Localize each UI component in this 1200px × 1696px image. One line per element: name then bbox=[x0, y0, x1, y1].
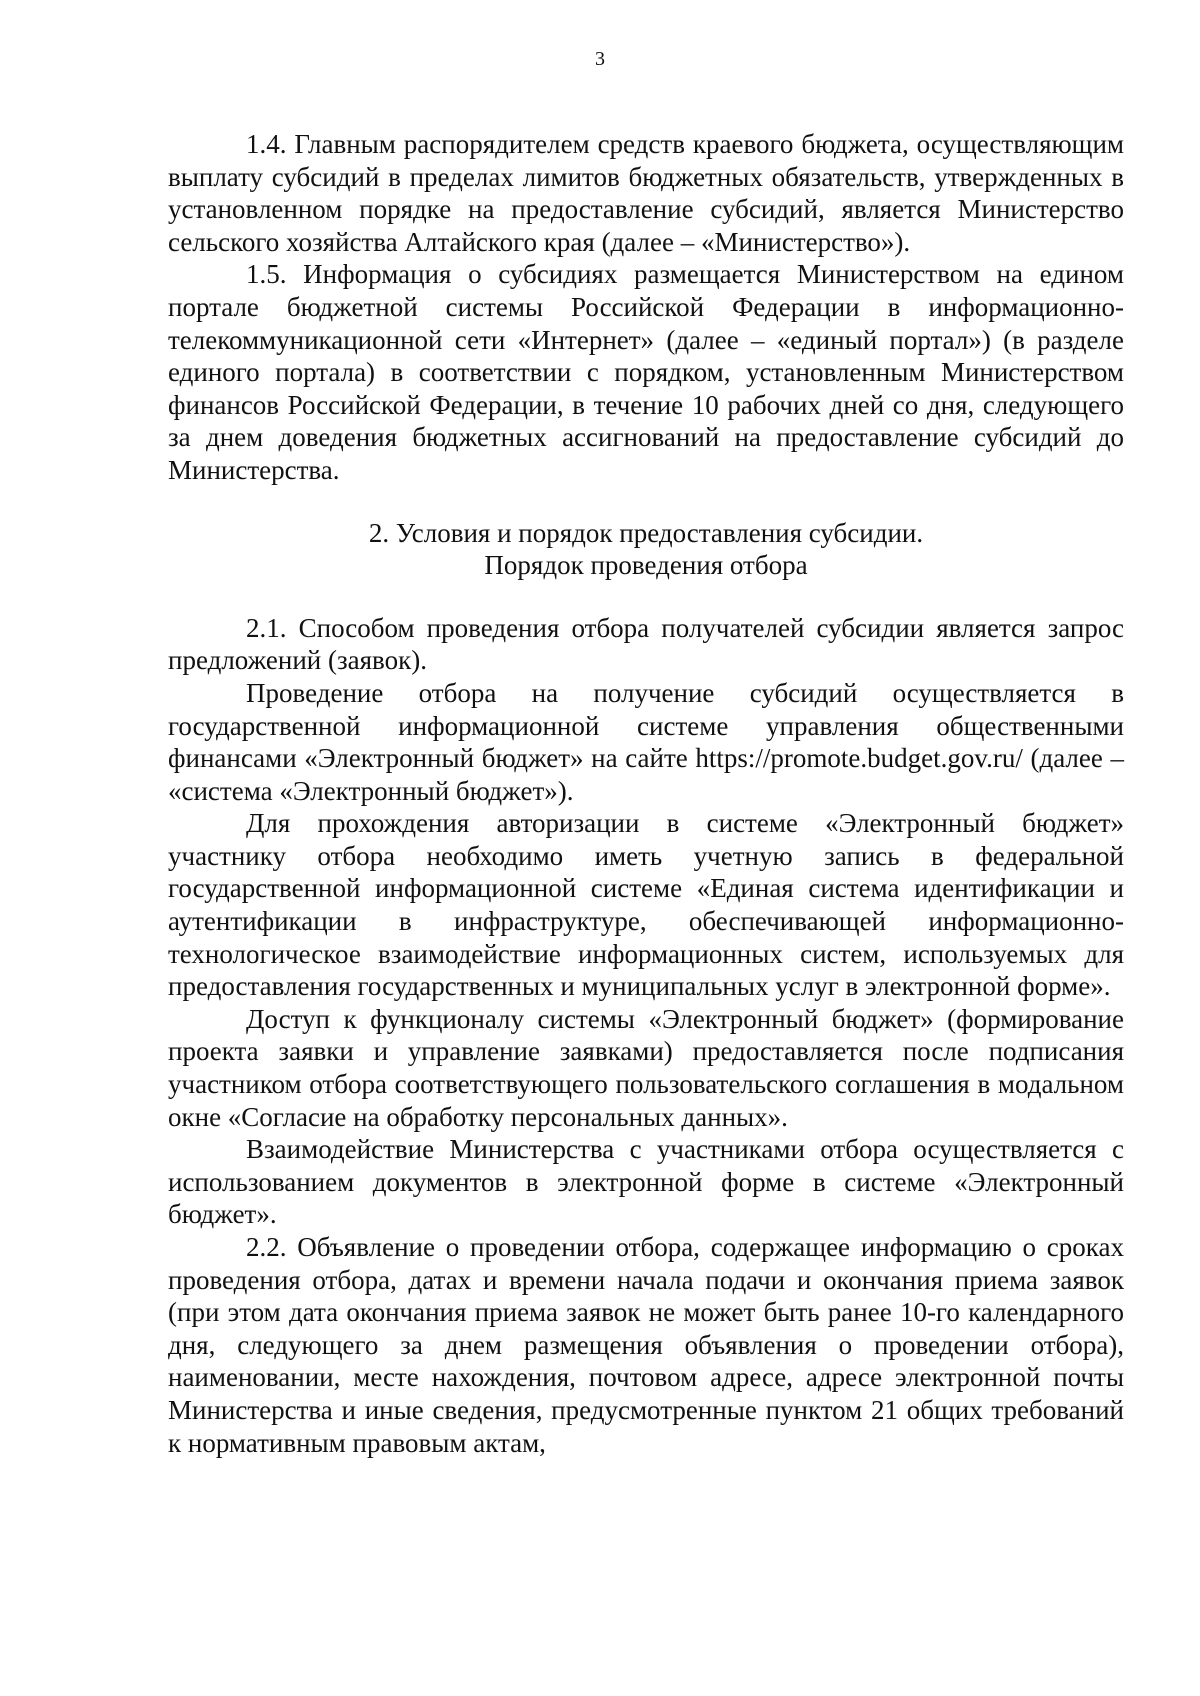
paragraph-1-4: 1.4. Главным распорядителем средств краевого бюджета, осуществляющим выплату субсидий в пределах лимитов бюджетных обязательств, утвержденных в установленном порядке на предоставление субсидий, является Министерство сельского хозяйства Алтайского края (далее – «Министерство»). bbox=[168, 129, 1124, 257]
paragraph-interaction: Взаимодействие Министерства с участниками отбора осуществляется с использованием документов в электронной форме в системе «Электронный бюджет». bbox=[168, 1134, 1124, 1230]
document-body bbox=[168, 128, 1124, 1459]
paragraph-2-1: 2.1. Способом проведения отбора получателей субсидии является запрос предложений (заявок). bbox=[168, 612, 1124, 676]
page-number: 3 bbox=[595, 48, 605, 70]
section-heading bbox=[168, 517, 1124, 582]
section-heading-line-1: 2. Условия и порядок предоставления субсидии. bbox=[368, 517, 924, 548]
paragraph-1-5: 1.5. Информация о субсидиях размещается Министерством на едином портале бюджетной системы Российской Федерации в информационно-телекоммуникационной сети «Интернет» (далее – «единый портал») (в разделе единого портала) в соответствии с порядком, установленным Министерством финансов Российской Федерации, в течение 10 рабочих дней со дня, следующего за днем доведения бюджетных ассигнований на предоставление субсидий до Министерства. bbox=[168, 259, 1124, 485]
section-heading-line-2: Порядок проведения отбора bbox=[484, 550, 808, 581]
paragraph-authorization: Для прохождения авторизации в системе «Электронный бюджет» участнику отбора необходимо иметь учетную запись в федеральной государственной информационной системе «Единая система идентификации и аутентификации в инфраструктуре, обеспечивающей информационно-технологическое взаимодействие информационных систем, используемых для предоставления государственных и муниципальных услуг в электронной форме». bbox=[168, 808, 1124, 1002]
paragraph-2-2: 2.2. Объявление о проведении отбора, содержащее информацию о сроках проведения отбора, датах и времени начала подачи и окончания приема заявок (при этом дата окончания приема заявок не может быть ранее 10-го календарного дня, следующего за днем размещения объявления о проведении отбора), наименовании, месте нахождения, почтовом адресе, адресе электронной почты Министерства и иные сведения, предусмотренные пунктом 21 общих требований к нормативным правовым актам, bbox=[168, 1232, 1124, 1458]
paragraph-access: Доступ к функционалу системы «Электронный бюджет» (формирование проекта заявки и управление заявками) предоставляется после подписания участником отбора соответствующего пользовательского соглашения в модальном окне «Согласие на обработку персональных данных». bbox=[168, 1003, 1124, 1132]
paragraph-selection-system: Проведение отбора на получение субсидий осуществляется в государственной информационной системе управления общественными финансами «Электронный бюджет» на сайте https://promote.budget.gov.ru/ (далее – «система «Электронный бюджет»). bbox=[168, 677, 1124, 806]
